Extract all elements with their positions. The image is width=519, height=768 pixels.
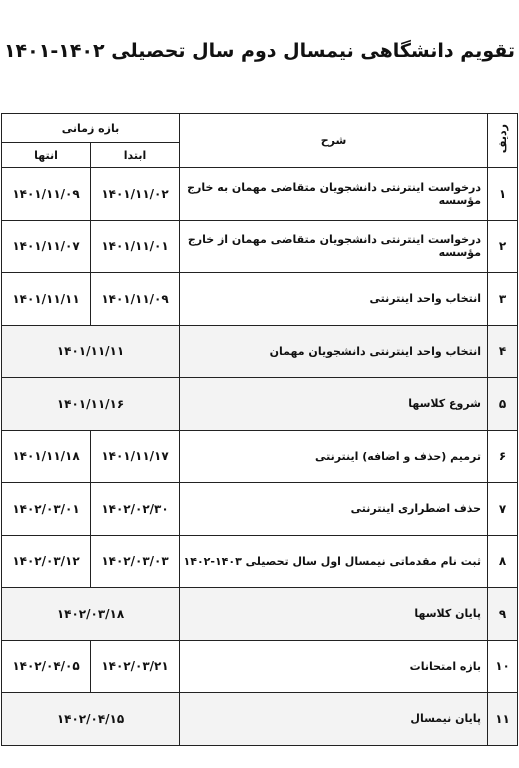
table-row — [2, 588, 518, 641]
radif-header — [488, 114, 518, 168]
description-header: شرح — [180, 114, 488, 168]
row-end-date: ۱۴۰۱/۱۱/۱۸ — [2, 430, 91, 483]
table-row — [2, 378, 518, 431]
table-row — [2, 430, 518, 483]
row-description: درخواست اینترنتی دانشجویان متقاضی مهمان از خارج مؤسسه — [180, 220, 488, 273]
row-number: ۱ — [488, 168, 518, 221]
calendar-table — [1, 113, 518, 746]
row-date: ۱۴۰۱/۱۱/۱۶ — [2, 378, 180, 431]
table-row — [2, 640, 518, 693]
table-row — [2, 220, 518, 273]
row-end-date: ۱۴۰۱/۱۱/۰۷ — [2, 220, 91, 273]
row-number: ۹ — [488, 588, 518, 641]
row-start-date: ۱۴۰۲/۰۳/۰۳ — [91, 535, 180, 588]
row-start-date: ۱۴۰۱/۱۱/۰۱ — [91, 220, 180, 273]
row-description: بازه امتحانات — [180, 640, 488, 693]
start-header: ابتدا — [91, 143, 180, 168]
table-row — [2, 693, 518, 746]
end-header: انتها — [2, 143, 91, 168]
row-number: ۱۰ — [488, 640, 518, 693]
row-description: ترمیم (حذف و اضافه) اینترنتی — [180, 430, 488, 483]
row-end-date: ۱۴۰۱/۱۱/۰۹ — [2, 168, 91, 221]
row-date: ۱۴۰۲/۰۴/۱۵ — [2, 693, 180, 746]
row-date: ۱۴۰۲/۰۳/۱۸ — [2, 588, 180, 641]
table-row — [2, 273, 518, 326]
row-number: ۳ — [488, 273, 518, 326]
row-end-date: ۱۴۰۲/۰۴/۰۵ — [2, 640, 91, 693]
period-header: بازه زمانی — [2, 114, 180, 143]
table-row — [2, 535, 518, 588]
row-number: ۶ — [488, 430, 518, 483]
page-title: تقویم دانشگاهی نیمسال دوم سال تحصیلی ۱۴۰۲-۱۴۰۱ — [3, 40, 516, 62]
table-row — [2, 325, 518, 378]
row-description: ثبت نام مقدماتی نیمسال اول سال تحصیلی ۱۴۰۳-۱۴۰۲ — [180, 535, 488, 588]
row-description: حذف اضطراری اینترنتی — [180, 483, 488, 536]
row-number: ۲ — [488, 220, 518, 273]
row-description: انتخاب واحد اینترنتی دانشجویان مهمان — [180, 325, 488, 378]
row-description: پایان کلاسها — [180, 588, 488, 641]
radif-header-label: ردیف — [496, 124, 510, 154]
table-row — [2, 483, 518, 536]
row-start-date: ۱۴۰۱/۱۱/۰۹ — [91, 273, 180, 326]
row-number: ۵ — [488, 378, 518, 431]
row-description: شروع کلاسها — [180, 378, 488, 431]
row-end-date: ۱۴۰۲/۰۳/۱۲ — [2, 535, 91, 588]
row-end-date: ۱۴۰۱/۱۱/۱۱ — [2, 273, 91, 326]
row-description: انتخاب واحد اینترنتی — [180, 273, 488, 326]
row-date: ۱۴۰۱/۱۱/۱۱ — [2, 325, 180, 378]
row-number: ۸ — [488, 535, 518, 588]
row-start-date: ۱۴۰۱/۱۱/۱۷ — [91, 430, 180, 483]
row-end-date: ۱۴۰۲/۰۳/۰۱ — [2, 483, 91, 536]
row-start-date: ۱۴۰۲/۰۲/۳۰ — [91, 483, 180, 536]
row-number: ۴ — [488, 325, 518, 378]
table-row — [2, 168, 518, 221]
row-number: ۷ — [488, 483, 518, 536]
row-start-date: ۱۴۰۱/۱۱/۰۲ — [91, 168, 180, 221]
row-description: درخواست اینترنتی دانشجویان متقاضی مهمان به خارج مؤسسه — [180, 168, 488, 221]
row-start-date: ۱۴۰۲/۰۳/۲۱ — [91, 640, 180, 693]
row-number: ۱۱ — [488, 693, 518, 746]
row-description: پایان نیمسال — [180, 693, 488, 746]
